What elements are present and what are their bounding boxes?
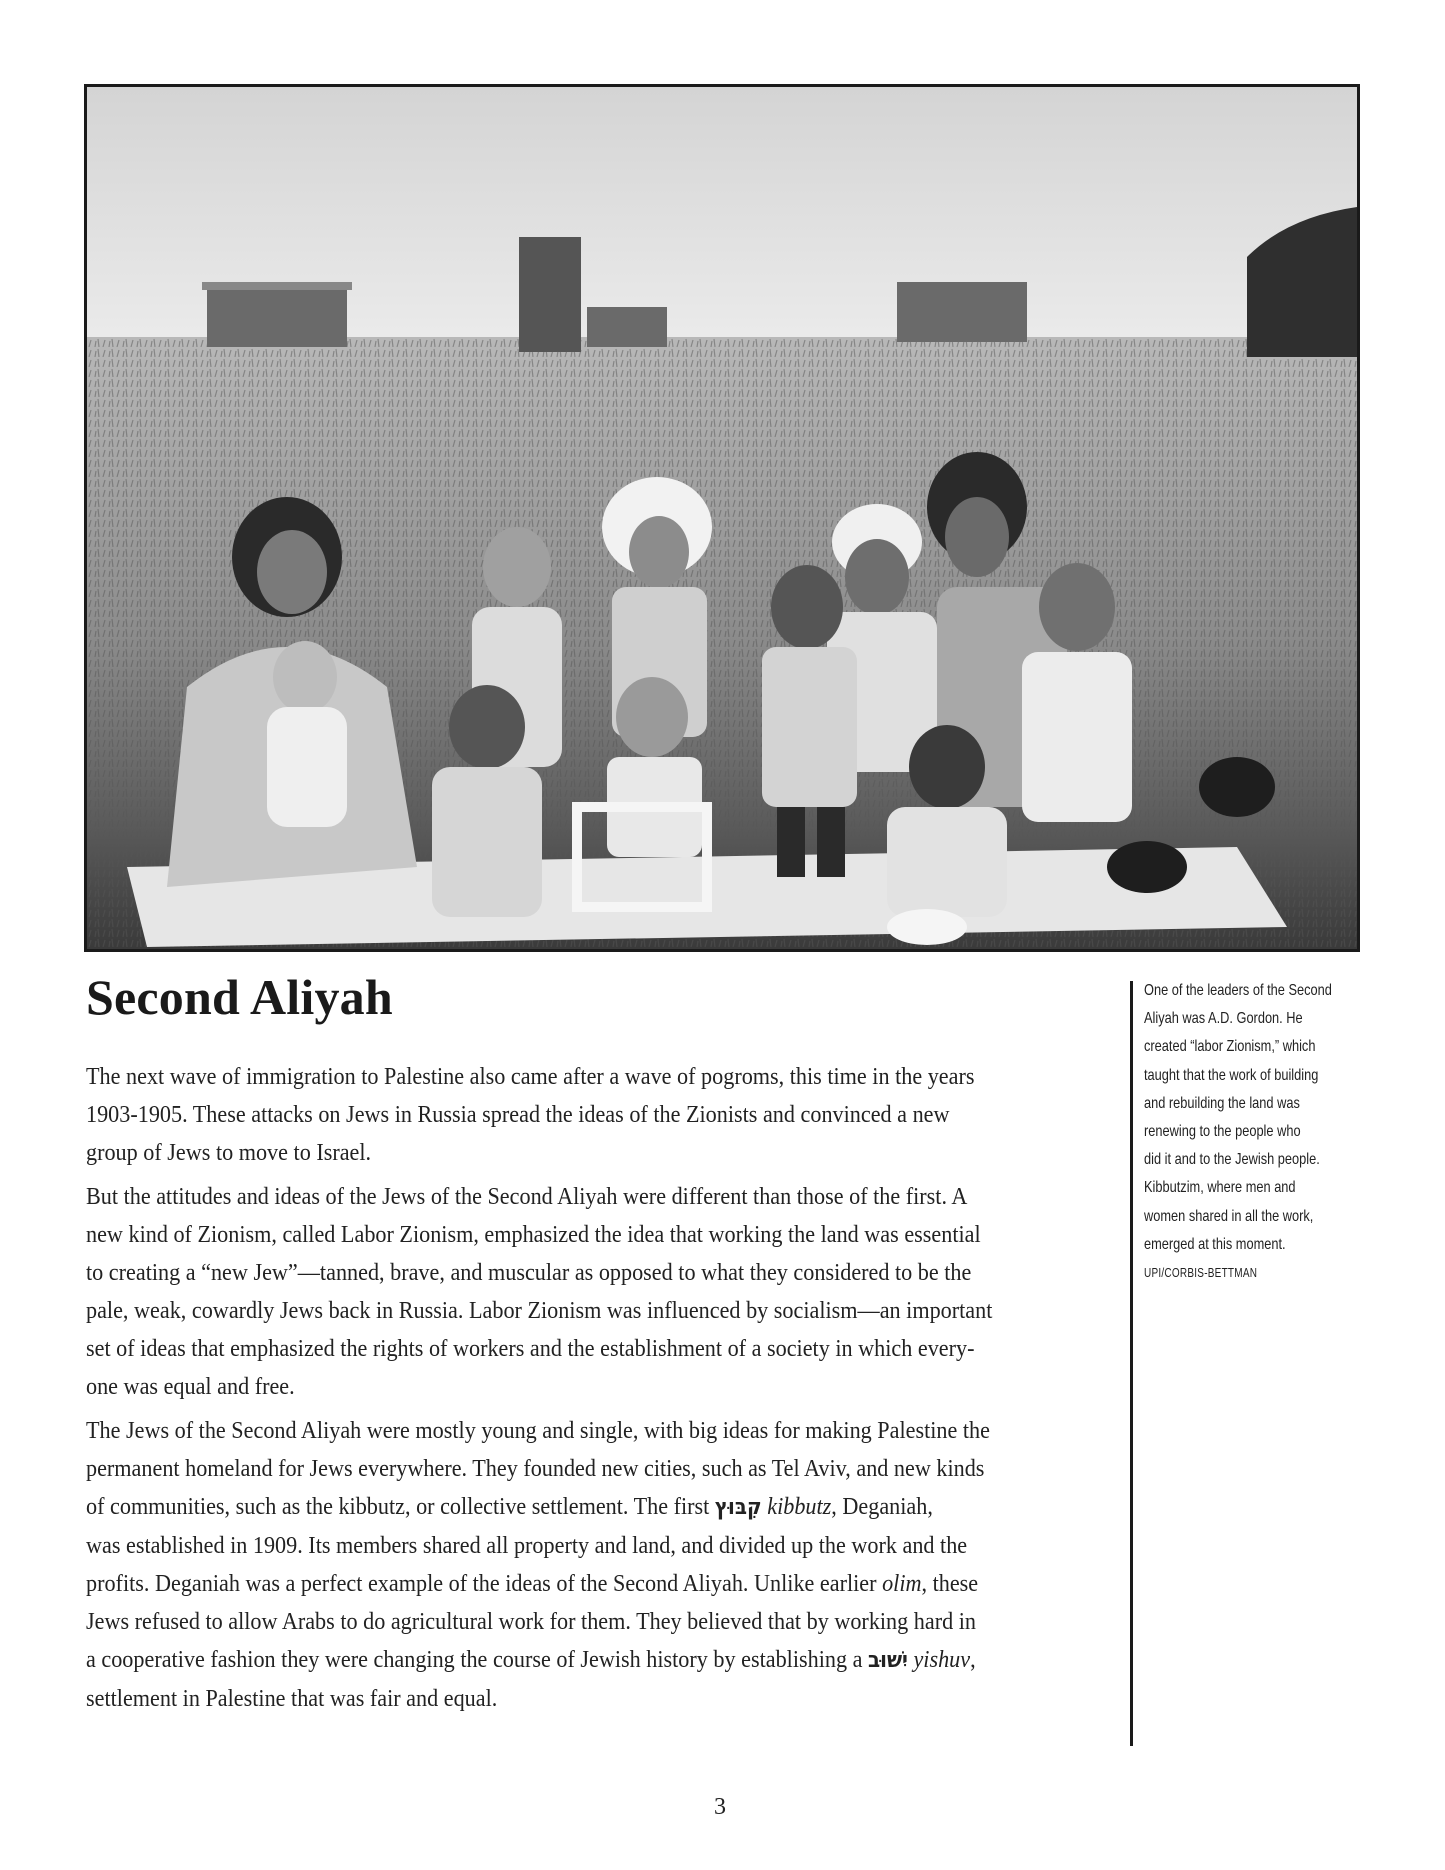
text-line: one was equal and free.	[86, 1373, 295, 1400]
text-line: 1903-1905. These attacks on Jews in Russia spread the ideas of the Zionists and convinced a new	[86, 1101, 950, 1128]
transliterated-term: kibbutz	[767, 1493, 832, 1520]
photo-caption	[1144, 977, 1384, 1287]
photo-image	[87, 87, 1357, 949]
transliterated-term: olim	[882, 1570, 922, 1597]
text-line	[86, 1641, 1027, 1680]
caption-line: Aliyah was A.D. Gordon. He	[1144, 1010, 1303, 1028]
text-segment: , these	[921, 1570, 979, 1597]
text-line: was established in 1909. Its members shared all property and land, and divided up the work and the	[86, 1532, 968, 1559]
text-segment: a cooperative fashion they were changing the course of Jewish history by establishing a	[86, 1646, 868, 1673]
caption-line: renewing to the people who	[1144, 1123, 1301, 1141]
paragraph	[86, 1058, 1126, 1172]
page-number: 3	[714, 1794, 726, 1820]
text-segment: of communities, such as the kibbutz, or collective settlement. The first	[86, 1493, 715, 1520]
text-line: Jews refused to allow Arabs to do agricultural work for them. They believed that by working hard in	[86, 1608, 976, 1635]
sidebar-divider	[1130, 981, 1133, 1746]
photo-credit: UPI/CORBIS-BETTMAN	[1144, 1266, 1258, 1281]
hebrew-term: קִבּוּץ	[714, 1495, 762, 1520]
photograph	[84, 84, 1360, 952]
caption-line: Kibbutzim, where men and	[1144, 1179, 1296, 1197]
text-line	[86, 1488, 1027, 1527]
text-line: The Jews of the Second Aliyah were mostly young and single, with big ideas for making Palestine the	[86, 1417, 990, 1444]
article-body	[86, 1058, 1126, 1724]
caption-line: and rebuilding the land was	[1144, 1094, 1300, 1112]
text-line: new kind of Zionism, called Labor Zionism, emphasized the idea that working the land was essential	[86, 1221, 981, 1248]
text-segment: , Deganiah,	[831, 1493, 933, 1520]
caption-line: emerged at this moment.	[1144, 1235, 1286, 1253]
text-line: pale, weak, cowardly Jews back in Russia. Labor Zionism was influenced by socialism—an important	[86, 1297, 993, 1324]
caption-line: taught that the work of building	[1144, 1066, 1319, 1084]
caption-line: did it and to the Jewish people.	[1144, 1151, 1320, 1169]
article-title: Second Aliyah	[86, 969, 393, 1025]
caption-line: One of the leaders of the Second	[1144, 982, 1332, 999]
hebrew-term: יִשׁוּב	[867, 1648, 908, 1673]
transliterated-term: yishuv	[913, 1646, 971, 1673]
text-line	[86, 1565, 1027, 1603]
paragraph	[86, 1412, 1126, 1718]
text-line: group of Jews to move to Israel.	[86, 1139, 372, 1166]
paragraph	[86, 1178, 1126, 1406]
caption-line: created “labor Zionism,” which	[1144, 1038, 1316, 1056]
text-line: to creating a “new Jew”—tanned, brave, and muscular as opposed to what they considered to be the	[86, 1259, 972, 1286]
text-line: settlement in Palestine that was fair and equal.	[86, 1685, 498, 1712]
caption-text	[1144, 977, 1384, 1259]
text-line: But the attitudes and ideas of the Jews of the Second Aliyah were different than those of the first. A	[86, 1183, 968, 1210]
text-segment: profits. Deganiah was a perfect example of the ideas of the Second Aliyah. Unlike earlier	[86, 1570, 883, 1597]
caption-line: women shared in all the work,	[1144, 1207, 1314, 1225]
text-line: permanent homeland for Jews everywhere. They founded new cities, such as Tel Aviv, and new kinds	[86, 1455, 985, 1482]
text-line: The next wave of immigration to Palestine also came after a wave of pogroms, this time in the years	[86, 1063, 975, 1090]
text-segment: ,	[970, 1646, 976, 1673]
text-line: set of ideas that emphasized the rights of workers and the establishment of a society in which every-	[86, 1335, 975, 1362]
